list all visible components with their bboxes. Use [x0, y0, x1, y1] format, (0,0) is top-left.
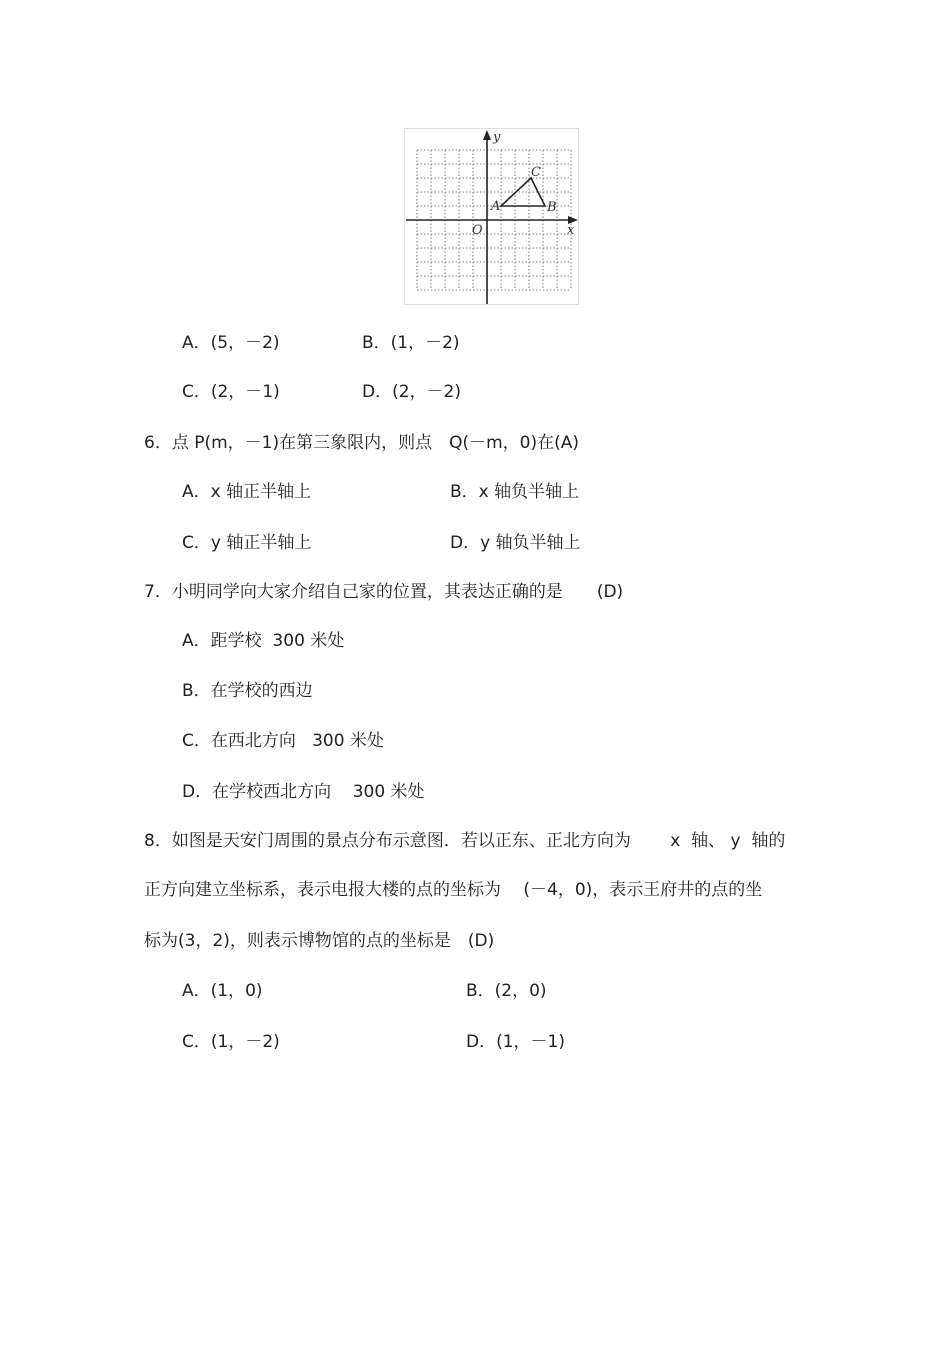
q8-option-b: B．(2，0)	[466, 981, 547, 1001]
q7-option-c: C．在西北方向 300 米处	[182, 731, 384, 751]
q8-question-line1: 8．如图是天安门周围的景点分布示意图．若以正东、正北方向为 x 轴、 y 轴的	[144, 831, 786, 851]
q8-question-line3: 标为(3，2)，则表示博物馆的点的坐标是 (D)	[144, 931, 495, 951]
y-axis-label: y	[493, 130, 501, 145]
point-b-label: B	[547, 200, 557, 215]
q6-option-c: C．y 轴正半轴上	[182, 533, 312, 553]
point-c-label: C	[531, 165, 541, 180]
q6-question: 6．点 P(m，－1)在第三象限内，则点 Q(－m，0)在(A)	[144, 433, 580, 453]
q5-option-c: C．(2，－1)	[182, 382, 280, 402]
q6-option-b: B．x 轴负半轴上	[450, 482, 580, 502]
q7-option-d: D．在学校西北方向 300 米处	[182, 782, 425, 802]
coordinate-grid-figure	[404, 128, 579, 305]
q8-option-d: D．(1，－1)	[466, 1032, 565, 1052]
grid-svg	[404, 128, 579, 305]
q6-option-d: D．y 轴负半轴上	[450, 533, 581, 553]
q6-option-a: A．x 轴正半轴上	[182, 482, 312, 502]
q8-option-a: A．(1，0)	[182, 981, 263, 1001]
q5-option-d: D．(2，－2)	[362, 382, 461, 402]
point-a-label: A	[491, 199, 501, 214]
q7-question: 7．小明同学向大家介绍自己家的位置，其表达正确的是 (D)	[144, 582, 624, 602]
origin-label: O	[472, 223, 483, 238]
q5-option-b: B．(1，－2)	[362, 333, 460, 353]
q7-option-b: B．在学校的西边	[182, 681, 313, 701]
q5-option-a: A．(5，－2)	[182, 333, 280, 353]
q8-option-c: C．(1，－2)	[182, 1032, 280, 1052]
q8-question-line2: 正方向建立坐标系，表示电报大楼的点的坐标为 (－4，0)，表示王府井的点的坐	[144, 880, 763, 900]
x-axis-label: x	[567, 223, 575, 238]
q7-option-a: A．距学校 300 米处	[182, 631, 345, 651]
